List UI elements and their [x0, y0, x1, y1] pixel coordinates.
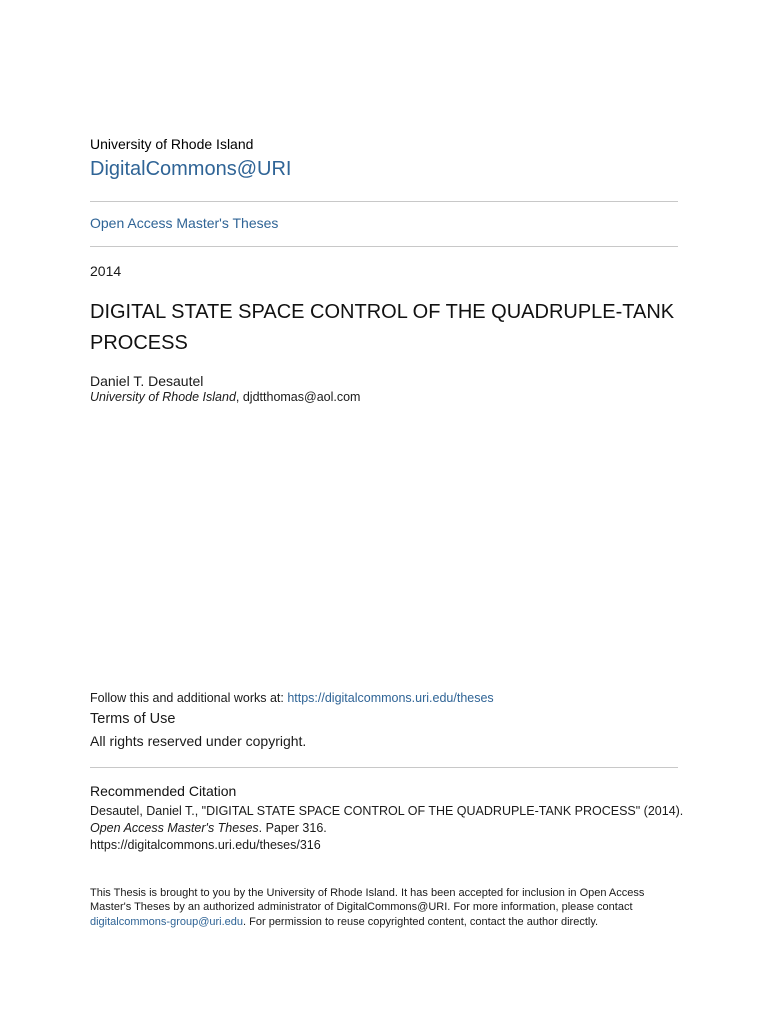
document-title-line-2: PROCESS — [90, 332, 188, 354]
notice-permission-text: . For permission to reuse copyrighted content, contact the author directly. — [243, 916, 599, 928]
author-affiliation — [90, 390, 360, 404]
rights-statement: All rights reserved under copyright. — [90, 733, 307, 749]
divider — [90, 201, 678, 202]
notice-line-2: Master's Theses by an authorized administrator of DigitalCommons@URI. For more information, please contact — [90, 901, 633, 913]
document-title-line-1: DIGITAL STATE SPACE CONTROL OF THE QUADRUPLE-TANK — [90, 301, 675, 323]
author-institution: University of Rhode Island — [90, 390, 236, 404]
citation-paper-number: . Paper 316. — [258, 821, 327, 835]
divider — [90, 767, 678, 768]
citation-line-2 — [90, 821, 327, 835]
author-name: Daniel T. Desautel — [90, 373, 204, 389]
citation-url: https://digitalcommons.uri.edu/theses/316 — [90, 838, 321, 852]
author-email-separator: , — [235, 390, 243, 404]
contact-email-link[interactable]: digitalcommons-group@uri.edu — [90, 916, 244, 928]
divider — [90, 246, 678, 247]
cover-page — [90, 0, 684, 1024]
institution-name: University of Rhode Island — [90, 136, 254, 152]
citation-line-1: Desautel, Daniel T., "DIGITAL STATE SPACE CONTROL OF THE QUADRUPLE-TANK PROCESS" (2014). — [90, 804, 684, 818]
notice-line-3 — [90, 916, 598, 928]
notice-line-1: This Thesis is brought to you by the University of Rhode Island. It has been accepted for inclusion in Open Access — [90, 887, 645, 899]
document-title — [90, 297, 678, 359]
citation-series: Open Access Master's Theses — [90, 821, 259, 835]
theses-collection-url[interactable]: https://digitalcommons.uri.edu/theses — [287, 691, 494, 705]
terms-of-use-link[interactable]: Terms of Use — [90, 711, 176, 727]
repository-link[interactable]: DigitalCommons@URI — [90, 158, 292, 180]
follow-prefix: Follow this and additional works at: — [90, 691, 288, 705]
publication-year: 2014 — [90, 263, 122, 279]
author-email: djdtthomas@aol.com — [242, 390, 361, 404]
citation-heading: Recommended Citation — [90, 783, 237, 799]
collection-link[interactable]: Open Access Master's Theses — [90, 215, 279, 231]
follow-works-line — [90, 691, 494, 705]
